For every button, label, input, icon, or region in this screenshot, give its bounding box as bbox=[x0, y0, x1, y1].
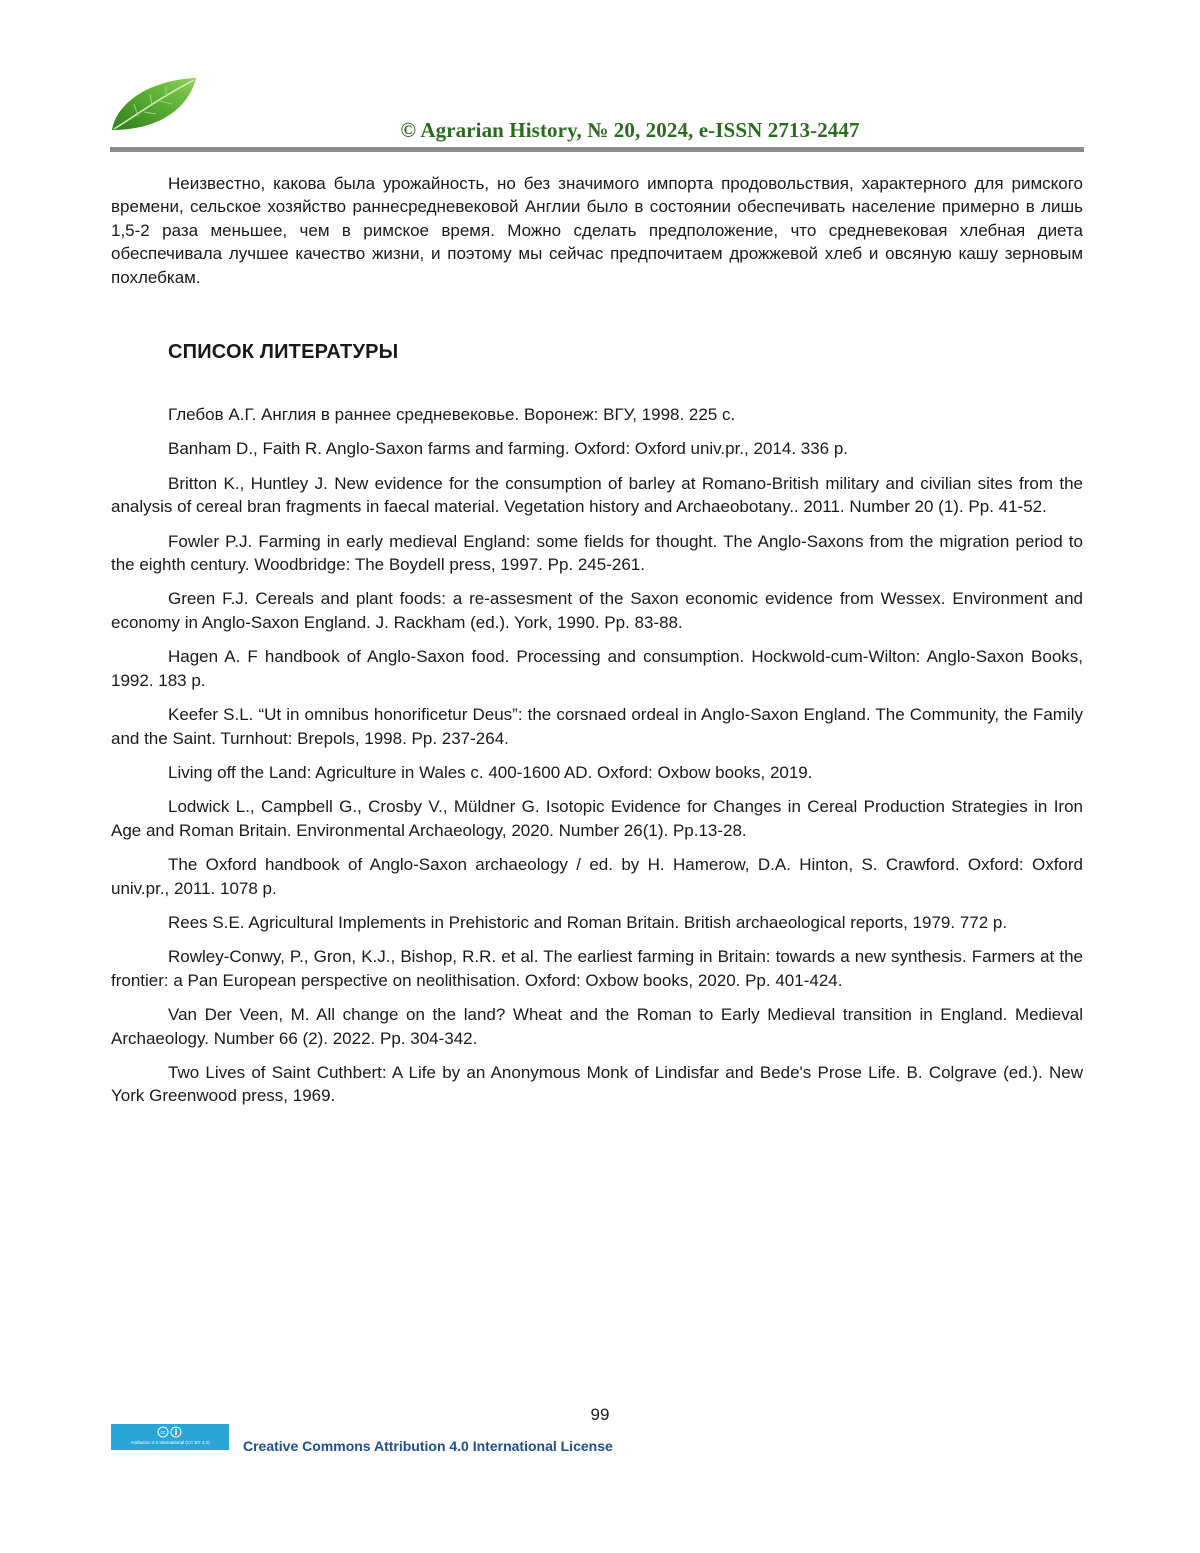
reference-item: Green F.J. Cereals and plant foods: a re-assesment of the Saxon economic evidence from Wessex. Environment and economy in Anglo-Saxon England. J. Rackham (ed.). York, 1990. Pp. 83-88. bbox=[111, 589, 1083, 632]
reference-item: Van Der Veen, M. All change on the land? Wheat and the Roman to Early Medieval transition in England. Medieval Archaeology. Number 66 (2). 2022. Pp. 304-342. bbox=[111, 1005, 1083, 1048]
reference-item: The Oxford handbook of Anglo-Saxon archaeology / ed. by H. Hamerow, D.A. Hinton, S. Crawford. Oxford: Oxford univ.pr., 2011. 1078 p. bbox=[111, 855, 1083, 898]
page-number: 99 bbox=[590, 1405, 610, 1424]
reference-item: Two Lives of Saint Cuthbert: A Life by an Anonymous Monk of Lindisfar and Bede's Prose Life. B. Colgrave (ed.). New York Greenwood press, 1969. bbox=[111, 1062, 1083, 1106]
leaf-icon bbox=[108, 74, 200, 134]
reference-item: Hagen A. F handbook of Anglo-Saxon food. Processing and consumption. Hockwold-cum-Wilton: Anglo-Saxon Books, 1992. 183 p. bbox=[111, 647, 1083, 690]
journal-header: © Agrarian History, № 20, 2024, e-ISSN 2713-2447 bbox=[400, 118, 860, 142]
cc-badge-label: Attribution 4.0 International (CC BY 4.0) bbox=[130, 1440, 210, 1445]
reference-item: Fowler P.J. Farming in early medieval England: some fields for thought. The Anglo-Saxons from the migration period to the eighth century. Woodbridge: The Boydell press, 1997. Pp. 245-261. bbox=[111, 531, 1083, 575]
intro-paragraph: Неизвестно, какова была урожайность, но без значимого импорта продовольствия, характерного для римского времени, сельское хозяйство раннесредневековой Англии было в состоянии обеспечивать население примерно в лишь 1,5-2 раза меньшее, чем в римское время. Можно сделать предположение, что средневековая хлебная диета обеспечивала лучшее качество жизни, и поэтому мы сейчас предпочитаем дрожжевой хлеб и овсяную кашу зерновым похлебкам. bbox=[111, 174, 1083, 287]
references-heading: СПИСОК ЛИТЕРАТУРЫ bbox=[168, 341, 399, 364]
reference-item: Глебов А.Г. Англия в раннее средневековье. Воронеж: ВГУ, 1998. 225 с. bbox=[168, 405, 736, 425]
page-body bbox=[111, 172, 1083, 1119]
cc-by-icon bbox=[155, 1426, 185, 1438]
license-link[interactable]: Creative Commons Attribution 4.0 International License bbox=[243, 1438, 613, 1454]
reference-item: Rowley-Conwy, P., Gron, K.J., Bishop, R.R. et al. The earliest farming in Britain: towards a new synthesis. Farmers at the frontier: a Pan European perspective on neolithisation. Oxford: Oxbow books, 2020. Pp. 401-424. bbox=[111, 947, 1083, 990]
reference-item: Rees S.E. Agricultural Implements in Prehistoric and Roman Britain. British archaeological reports, 1979. 772 p. bbox=[168, 912, 1008, 932]
reference-item: Lodwick L., Campbell G., Crosby V., Müldner G. Isotopic Evidence for Changes in Cereal Production Strategies in Iron Age and Roman Britain. Environmental Archaeology, 2020. Number 26(1). Pp.13-28. bbox=[111, 797, 1083, 840]
reference-item: Keefer S.L. “Ut in omnibus honorificetur Deus”: the corsnaed ordeal in Anglo-Saxon England. The Community, the Family and the Saint. Turnhout: Brepols, 1998. Pp. 237-264. bbox=[111, 705, 1083, 748]
reference-item: Banham D., Faith R. Anglo-Saxon farms and farming. Oxford: Oxford univ.pr., 2014. 336 p. bbox=[168, 439, 849, 459]
reference-list bbox=[111, 403, 1083, 1108]
svg-text:cc: cc bbox=[160, 1430, 166, 1436]
header-divider bbox=[110, 147, 1084, 152]
reference-item: Britton K., Huntley J. New evidence for the consumption of barley at Romano-British military and civilian sites from the analysis of cereal bran fragments in faecal material. Vegetation history and Archaeobotany.. 2011. Number 20 (1). Pp. 41-52. bbox=[111, 473, 1083, 517]
cc-license-badge[interactable] bbox=[111, 1424, 229, 1450]
reference-item: Living off the Land: Agriculture in Wales c. 400-1600 AD. Oxford: Oxbow books, 2019. bbox=[168, 762, 813, 782]
